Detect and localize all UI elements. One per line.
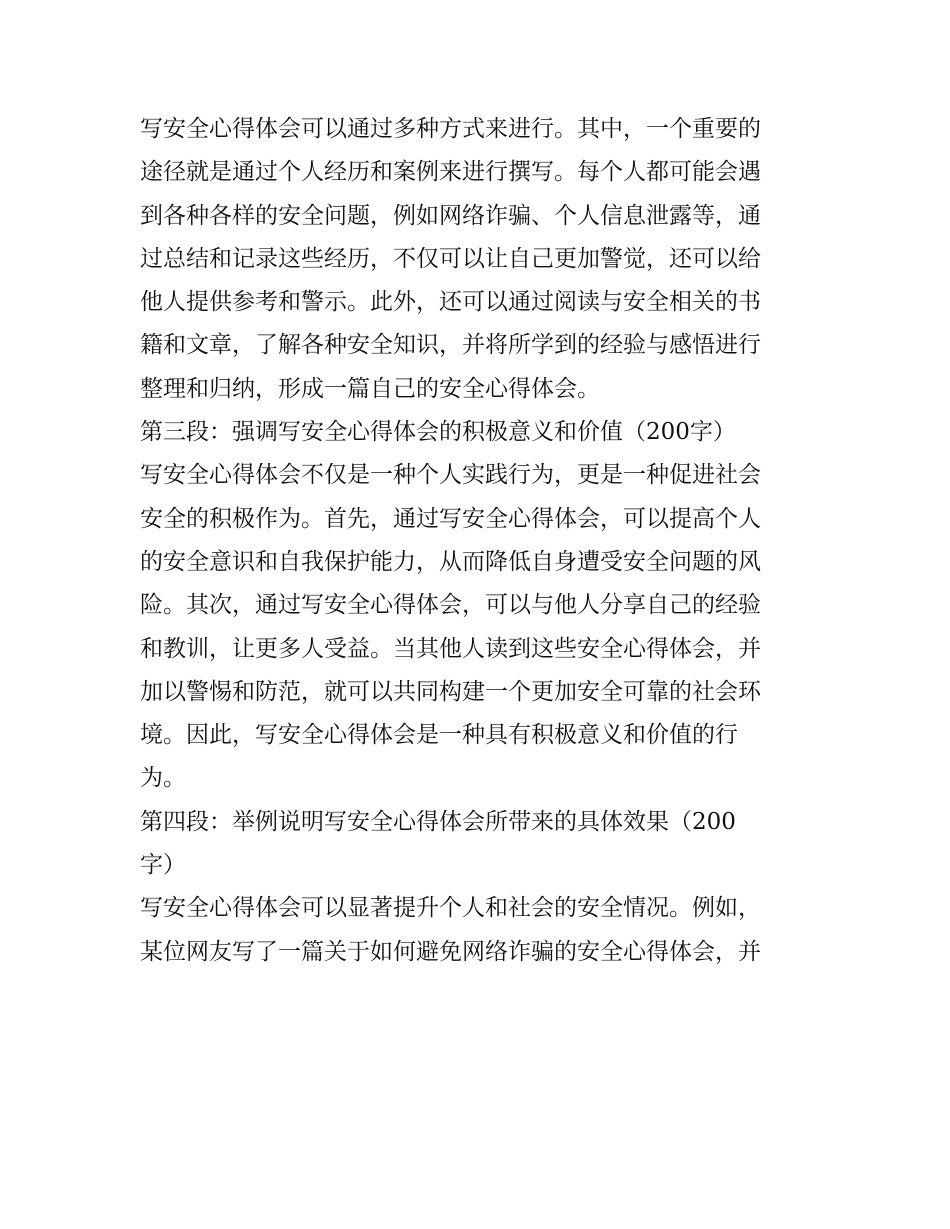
- text-line-9: 写安全心得体会不仅是一种个人实践行为，更是一种促进社会: [140, 462, 761, 489]
- text-line-1: 写安全心得体会可以通过多种方式来进行。其中，一个重要的: [140, 116, 761, 142]
- section-heading-4: 第四段：举例说明写安全心得体会所带来的具体效果（200: [140, 808, 736, 835]
- text-line-14: 加以警惕和防范，就可以共同构建一个更加安全可靠的社会环: [140, 678, 761, 705]
- text-line-5: 他人提供参考和警示。此外，还可以通过阅读与安全相关的书: [140, 289, 761, 316]
- text-line-10: 安全的积极作为。首先，通过写安全心得体会，可以提高个人: [140, 505, 761, 532]
- text-line-2: 途径就是通过个人经历和案例来进行撰写。每个人都可能会遇: [140, 159, 761, 186]
- text-line-12: 险。其次，通过写安全心得体会，可以与他人分享自己的经验: [140, 592, 761, 619]
- text-line-13: 和教训，让更多人受益。当其他人读到这些安全心得体会，并: [140, 635, 761, 662]
- document-body: [140, 108, 815, 974]
- text-line-11: 的安全意识和自我保护能力，从而降低自身遭受安全问题的风: [140, 548, 761, 575]
- text-line-7: 整理和归纳，形成一篇自己的安全心得体会。: [140, 375, 600, 402]
- text-line-4: 过总结和记录这些经历，不仅可以让自己更加警觉，还可以给: [140, 245, 761, 272]
- text-line-15: 境。因此，写安全心得体会是一种具有积极意义和价值的行: [140, 722, 738, 749]
- text-line-3: 到各种各样的安全问题，例如网络诈骗、个人信息泄露等，通: [140, 202, 761, 229]
- text-line-19: 写安全心得体会可以显著提升个人和社会的安全情况。例如，: [140, 895, 761, 922]
- section-heading-3: 第三段：强调写安全心得体会的积极意义和价值（200字）: [140, 419, 736, 446]
- text-line-16: 为。: [140, 765, 186, 792]
- section-heading-4-cont: 字）: [140, 852, 186, 879]
- text-line-20: 某位网友写了一篇关于如何避免网络诈骗的安全心得体会，并: [140, 938, 761, 965]
- text-line-6: 籍和文章，了解各种安全知识，并将所学到的经验与感悟进行: [140, 332, 761, 359]
